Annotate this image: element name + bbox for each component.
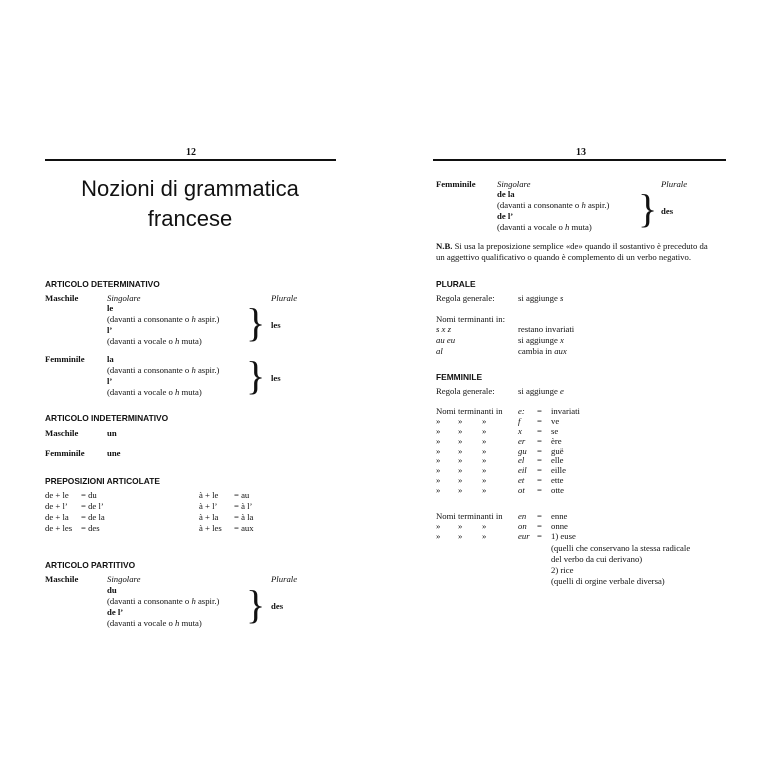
note-vocale: (davanti a vocale o h muta) — [107, 618, 202, 628]
page-number-left: 12 — [186, 147, 196, 158]
regola-femminile: si aggiunge e — [518, 386, 564, 396]
table-row: » » » eur = 1) euse — [436, 530, 576, 541]
nomi-terminanti-label: Nomi terminanti in: — [436, 314, 506, 324]
label-singolare: Singolare — [107, 293, 141, 303]
preposizioni-a-table — [199, 490, 299, 534]
page-title — [40, 174, 340, 234]
brace-icon: } — [638, 186, 658, 231]
table-row: » » » el = elle — [436, 455, 564, 466]
form-l: l’ — [107, 325, 113, 335]
label-singolare: Singolare — [497, 179, 531, 189]
plurale-rules: restano invariati si aggiunge x cambia in aux — [518, 324, 575, 356]
a-col-right: = au = à l’ = à la = aux — [234, 490, 254, 533]
label-plurale: Plurale — [271, 574, 298, 584]
form-les: les — [271, 320, 281, 330]
note-consonante: (davanti a consonante o h aspir.) — [107, 365, 220, 375]
nb-note — [436, 241, 708, 263]
label-plurale: Plurale — [661, 179, 688, 189]
label-femminile: Femminile — [45, 448, 85, 458]
header-rule-left — [45, 159, 336, 161]
regola-generale-label: Regola generale: — [436, 386, 495, 396]
form-de-l: de l’ — [497, 211, 514, 221]
label-plurale: Plurale — [271, 293, 298, 303]
note-vocale: (davanti a vocale o h muta) — [107, 336, 202, 346]
table-row: » » » x = se — [436, 425, 559, 436]
form-la: la — [107, 354, 114, 364]
page-title-line2: francese — [147, 206, 233, 231]
table-row: » » » eil = eille — [436, 465, 566, 476]
nb-line1: N.B. Si usa la preposizione semplice «de» quando il sostantivo è preceduto da — [436, 241, 708, 251]
page-number-right: 13 — [576, 147, 586, 158]
page-title-line1: Nozioni di grammatica — [81, 176, 299, 201]
eur-notes: (quelli che conservano la stessa radicale del verbo da cui derivano) 2) rice (quelli di orgine verbale diversa) — [551, 543, 691, 586]
label-maschile: Maschile — [45, 428, 79, 438]
section-heading-femminile: FEMMINILE — [436, 372, 483, 382]
preposizioni-de-table — [45, 490, 145, 534]
table-row: » » » ot = otte — [436, 485, 565, 496]
form-du: du — [107, 585, 117, 595]
note-consonante: (davanti a consonante o h aspir.) — [497, 200, 610, 210]
form-l: l’ — [107, 376, 113, 386]
table-row: » » » et = ette — [436, 475, 564, 486]
section-heading-indeterminativo: ARTICOLO INDETERMINATIVO — [45, 413, 169, 423]
form-des: des — [271, 601, 284, 611]
label-maschile: Maschile — [45, 574, 79, 584]
maschile-forms — [107, 303, 219, 347]
femminile-table-1 — [436, 407, 636, 496]
a-col-left: à + le à + l’ à + la à + les — [199, 490, 222, 533]
table-row: » » » f = ve — [436, 415, 560, 426]
table-row: Nomi terminanti in e: = invariati — [436, 406, 580, 416]
de-col-left: de + le de + l’ de + la de + les — [45, 490, 73, 533]
partitivo-forms — [107, 585, 219, 629]
nb-line2: un aggettivo qualificativo o quando è complemento di un verbo negativo. — [436, 252, 692, 262]
label-femminile: Femminile — [436, 179, 476, 189]
label-femminile: Femminile — [45, 354, 85, 364]
form-une: une — [107, 448, 121, 458]
label-singolare: Singolare — [107, 574, 141, 584]
section-heading-partitivo: ARTICOLO PARTITIVO — [45, 560, 136, 570]
label-maschile: Maschile — [45, 293, 79, 303]
regola-plurale: si aggiunge s — [518, 293, 564, 303]
brace-icon: } — [246, 582, 266, 627]
femminile-partitivo-forms — [497, 189, 609, 233]
brace-icon: } — [246, 300, 266, 345]
note-vocale: (davanti a vocale o h muta) — [497, 222, 592, 232]
form-le: le — [107, 303, 114, 313]
form-un: un — [107, 428, 117, 438]
note-consonante: (davanti a consonante o h aspir.) — [107, 314, 220, 324]
form-de-l: de l’ — [107, 607, 124, 617]
de-col-right: = du = de l’ = de la = des — [81, 490, 105, 533]
form-de-la: de la — [497, 189, 515, 199]
table-row: Nomi terminanti in en = enne — [436, 511, 568, 521]
brace-icon: } — [246, 353, 266, 398]
header-rule-right — [433, 159, 726, 161]
table-row: » » » er = ère — [436, 435, 562, 446]
form-des: des — [661, 206, 674, 216]
femminile-forms — [107, 354, 219, 398]
plurale-endings: s x z au eu al — [436, 324, 456, 356]
table-row: » » » on = onne — [436, 520, 568, 531]
form-les: les — [271, 373, 281, 383]
section-heading-determinativo: ARTICOLO DETERMINATIVO — [45, 279, 160, 289]
femminile-table-2 — [436, 512, 676, 542]
note-consonante: (davanti a consonante o h aspir.) — [107, 596, 220, 606]
note-vocale: (davanti a vocale o h muta) — [107, 387, 202, 397]
section-heading-plurale: PLURALE — [436, 279, 476, 289]
regola-generale-label: Regola generale: — [436, 293, 495, 303]
section-heading-preposizioni: PREPOSIZIONI ARTICOLATE — [45, 476, 160, 486]
table-row: » » » gu = guë — [436, 445, 564, 456]
